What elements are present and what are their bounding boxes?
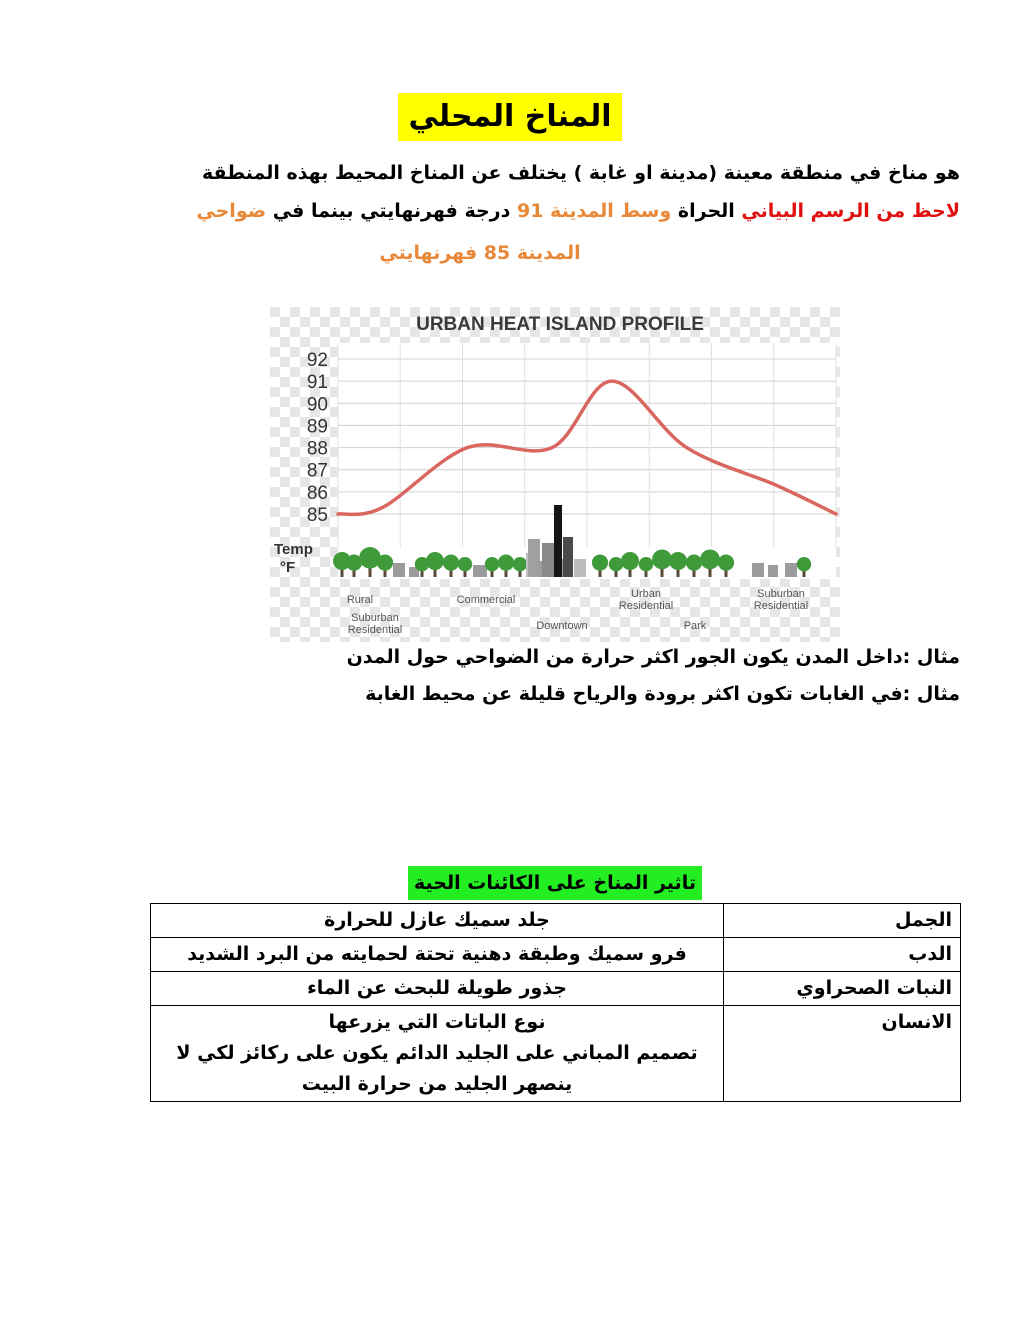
page-title: المناخ المحلي bbox=[398, 93, 621, 141]
y-axis-label-temp: Temp bbox=[274, 541, 313, 558]
y-tick-label: 88 bbox=[306, 438, 328, 460]
note-part-4: درجة فهرنهايتي بينما في bbox=[266, 200, 517, 222]
trait-line: ينصهر الجليد من حرارة البيت bbox=[301, 1073, 573, 1095]
x-category-label: Residential bbox=[618, 600, 674, 612]
note-part-1: لاحظ من الرسم البياني bbox=[741, 200, 960, 222]
y-tick-label: 92 bbox=[306, 350, 328, 371]
table-row bbox=[151, 972, 961, 1006]
table-row bbox=[151, 904, 961, 938]
building-illustration bbox=[563, 537, 573, 577]
y-tick-label: 85 bbox=[306, 505, 328, 526]
example-city: مثال :داخل المدن يكون الجور اكثر حرارة من الضواحي حول المدن bbox=[346, 646, 960, 668]
building-illustration bbox=[528, 539, 540, 577]
x-category-label: Residential bbox=[347, 624, 403, 636]
chart-title: URBAN HEAT ISLAND PROFILE bbox=[416, 314, 704, 335]
organism-adaptation-table bbox=[150, 903, 961, 1102]
table-row bbox=[151, 938, 961, 972]
house-illustration bbox=[752, 563, 764, 577]
house-illustration bbox=[768, 565, 778, 577]
note-part-3: وسط المدينة 91 bbox=[516, 200, 672, 222]
trait-cell bbox=[151, 904, 724, 938]
y-axis-label-unit: °F bbox=[280, 559, 296, 576]
y-tick-label: 91 bbox=[306, 372, 328, 394]
trait-cell bbox=[151, 938, 724, 972]
y-tick-labels bbox=[307, 350, 328, 526]
x-category-label: Downtown bbox=[536, 620, 588, 632]
x-category-label: Residential bbox=[753, 600, 809, 612]
x-category-label: Rural bbox=[346, 594, 374, 606]
trait-line: فرو سميك وطبقة دهنية تحتة لحمايته من البرد الشديد bbox=[187, 943, 687, 965]
x-category-label: Urban bbox=[631, 588, 661, 600]
y-tick-label: 87 bbox=[306, 460, 328, 482]
chart-note bbox=[150, 196, 960, 226]
table-row bbox=[151, 1006, 961, 1102]
y-tick-label: 89 bbox=[306, 416, 328, 438]
building-illustration bbox=[574, 559, 586, 577]
trait-line: تصميم المباني على الجليد الدائم يكون على ركائز لكي لا bbox=[176, 1042, 698, 1064]
organism-cell: النبات الصحراوي bbox=[724, 972, 961, 1006]
note-part-6: المدينة 85 فهرنهايتي bbox=[379, 242, 581, 264]
trait-line: جذور طويلة للبحث عن الماء bbox=[307, 977, 567, 999]
trait-cell bbox=[151, 1006, 724, 1102]
x-category-label: Park bbox=[683, 620, 707, 632]
note-part-5: ضواحي bbox=[196, 200, 267, 222]
note-part-2: الحراة bbox=[671, 200, 742, 222]
building-illustration bbox=[554, 505, 562, 577]
y-tick-label: 86 bbox=[306, 482, 328, 504]
organism-cell: الدب bbox=[724, 938, 961, 972]
urban-heat-island-chart bbox=[270, 307, 840, 642]
trait-line: جلد سميك عازل للحرارة bbox=[324, 909, 550, 931]
y-tick-label: 90 bbox=[306, 394, 328, 416]
x-category-label: Suburban bbox=[757, 588, 805, 600]
definition-text: هو مناخ في منطقة معينة (مدينة او غابة ) يختلف عن المناخ المحيط بهذه المنطقة bbox=[202, 162, 960, 184]
house-illustration bbox=[785, 563, 797, 577]
example-forest: مثال :في الغابات تكون اكثر برودة والرياح قليلة عن محيط الغابة bbox=[365, 683, 960, 705]
table-title: تاثير المناخ على الكائنات الحية bbox=[408, 866, 702, 900]
x-category-label: Suburban bbox=[351, 612, 399, 624]
organism-cell: الانسان bbox=[724, 1006, 961, 1102]
trait-cell bbox=[151, 972, 724, 1006]
house-illustration bbox=[473, 565, 487, 577]
x-category-label: Commercial bbox=[456, 594, 516, 606]
organism-cell: الجمل bbox=[724, 904, 961, 938]
house-illustration bbox=[393, 563, 405, 577]
trait-line: نوع الباتات التي يزرعها bbox=[328, 1011, 546, 1033]
